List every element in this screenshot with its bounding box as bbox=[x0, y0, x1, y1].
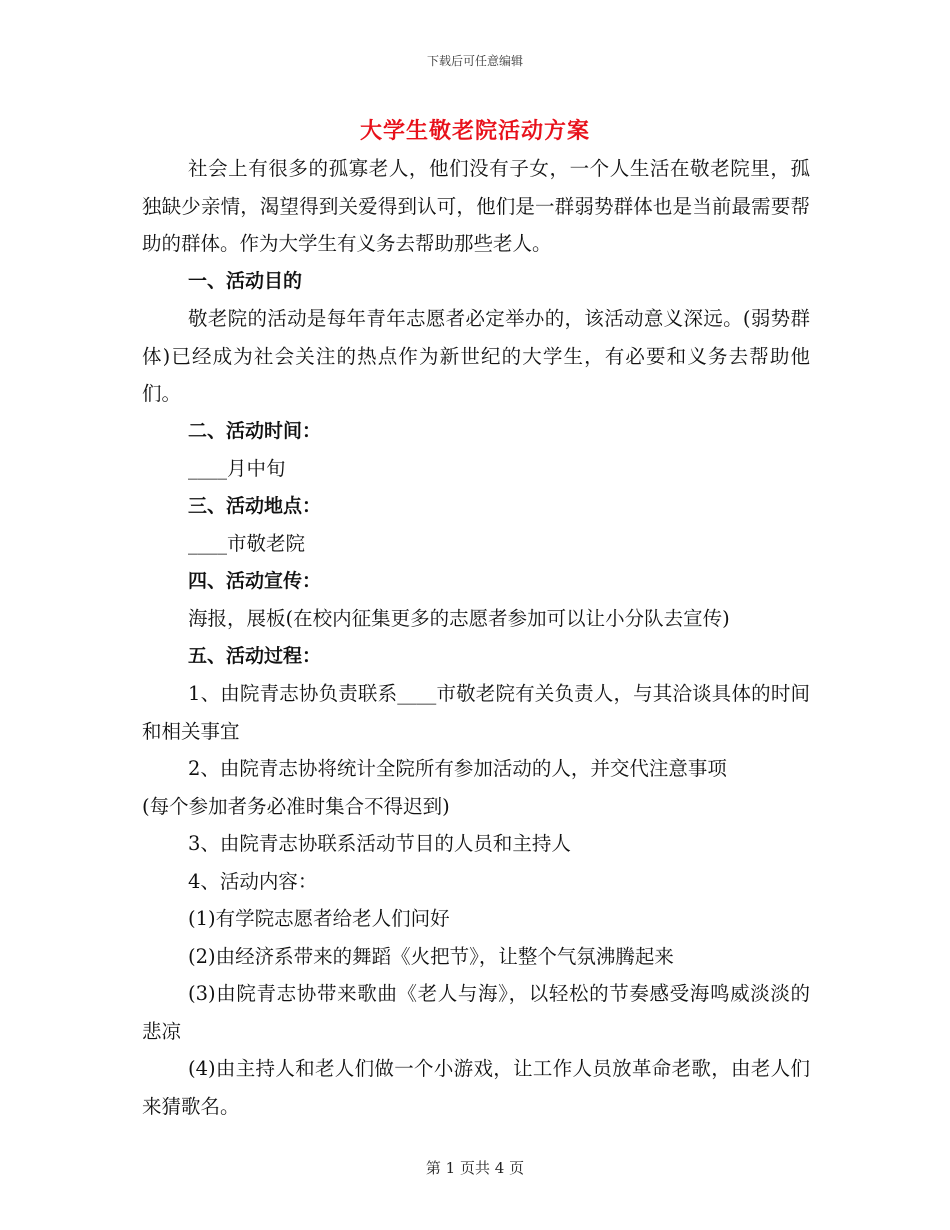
section-heading-time: 二、活动时间： bbox=[188, 419, 322, 442]
process-step-3: 3、由院青志协联系活动节目的人员和主持人 bbox=[188, 832, 571, 855]
process-step-4: 4、活动内容： bbox=[188, 869, 318, 893]
page-header-note: 下载后可任意编辑 bbox=[426, 54, 523, 68]
section-heading-promotion: 四、活动宣传： bbox=[188, 569, 322, 592]
time-paragraph: ____月中旬 bbox=[188, 457, 286, 480]
process-step-1: 1、由院青志协负责联系____市敬老院有关负责人，与其洽谈具体的时间和相关事宜 bbox=[142, 682, 810, 743]
section-heading-process: 五、活动过程： bbox=[188, 644, 322, 667]
section-heading-purpose: 一、活动目的 bbox=[188, 269, 303, 292]
document-title: 大学生敬老院活动方案 bbox=[359, 118, 590, 144]
process-step-2-note: (每个参加者务必准时集合不得迟到) bbox=[142, 794, 450, 818]
activity-item-2: (2)由经济系带来的舞蹈《火把节》，让整个气氛沸腾起来 bbox=[188, 944, 674, 968]
page-number-footer: 第 1 页共 4 页 bbox=[425, 1159, 525, 1177]
activity-item-3: (3)由院青志协带来歌曲《老人与海》，以轻松的节奏感受海鸣威淡淡的悲凉 bbox=[142, 982, 810, 1043]
location-paragraph: ____市敬老院 bbox=[188, 532, 306, 555]
process-step-2: 2、由院青志协将统计全院所有参加活动的人，并交代注意事项 bbox=[188, 757, 727, 780]
promotion-paragraph: 海报，展板(在校内征集更多的志愿者参加可以让小分队去宣传) bbox=[188, 607, 730, 630]
activity-item-4: (4)由主持人和老人们做一个小游戏，让工作人员放革命老歌，由老人们来猜歌名。 bbox=[142, 1057, 810, 1118]
purpose-paragraph: 敬老院的活动是每年青年志愿者必定举办的，该活动意义深远。(弱势群体)已经成为社会关注的热点作为新世纪的大学生，有必要和义务去帮助他们。 bbox=[142, 307, 810, 405]
intro-paragraph: 社会上有很多的孤寡老人，他们没有子女，一个人生活在敬老院里，孤独缺少亲情，渴望得到关爱得到认可，他们是一群弱势群体也是当前最需要帮助的群体。作为大学生有义务去帮助那些老人。 bbox=[142, 157, 810, 255]
section-heading-location: 三、活动地点： bbox=[188, 494, 322, 517]
activity-item-1: (1)有学院志愿者给老人们问好 bbox=[188, 907, 450, 930]
document-body bbox=[142, 150, 810, 1125]
